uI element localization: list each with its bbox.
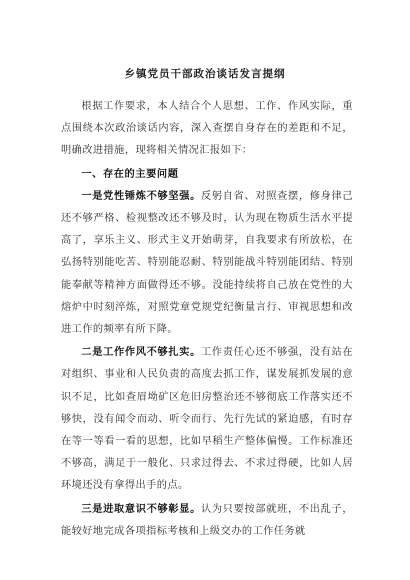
problem-lead-1: 一是党性锤炼不够坚强。	[81, 189, 201, 202]
problem-lead-3: 三是进取意识不够彰显。	[81, 502, 201, 515]
problem-text-2: 工作责任心还不够强，没有站在对组织、事业和人民负责的高度去抓工作，谋发展抓发展的意识不足，比如查眉坳矿区危旧房整治还不够彻底工作落实还不够快，没有闻令而动、听令而行、先行先试的紧迫感，有时存在等一等看一看的思想，比如早稻生产整体偏慢。工作标准还不够高，满足于一般化、只求过得去、不求过得硬，比如人居环境还没有拿得出手的点。	[61, 347, 353, 492]
problem-text-1: 反躬自省、对照查摆，修身律己还不够严格、检视整改还不够及时，认为现在物质生活水平提高了，享乐主义、形式主义开始萌芽，自我要求有所放松，在弘扬特别能吃苦、特别能忍耐、特别能战斗特别能团结、特别能奉献等精神方面做得还不够。没能持续将自己放在党性的大熔炉中时刻淬炼，对照党章党规党纪衡量言行、审视思想和改进工作的频率有所下降。	[61, 190, 353, 336]
document-body	[61, 96, 353, 543]
section-heading: 一、存在的主要问题	[81, 167, 179, 180]
problem-lead-2: 二是工作作风不够扎实。	[81, 346, 201, 359]
problem-paragraph-3	[61, 498, 353, 543]
problem-text-3: 认为只要按部就班，不出乱子，能较好地完成各项指标考核和上级交办的工作任务就	[61, 503, 353, 537]
problem-paragraph-2	[61, 341, 353, 497]
intro-paragraph: 根据工作要求，本人结合个人思想、工作、作风实际，重点围绕本次政治谈话内容，深入查摆自身存在的差距和不足，明确改进措施，现将相关情况汇报如下：	[61, 101, 353, 157]
document-title: 乡镇党员干部政治谈话发言提纲	[124, 68, 286, 80]
problem-paragraph-1	[61, 185, 353, 341]
